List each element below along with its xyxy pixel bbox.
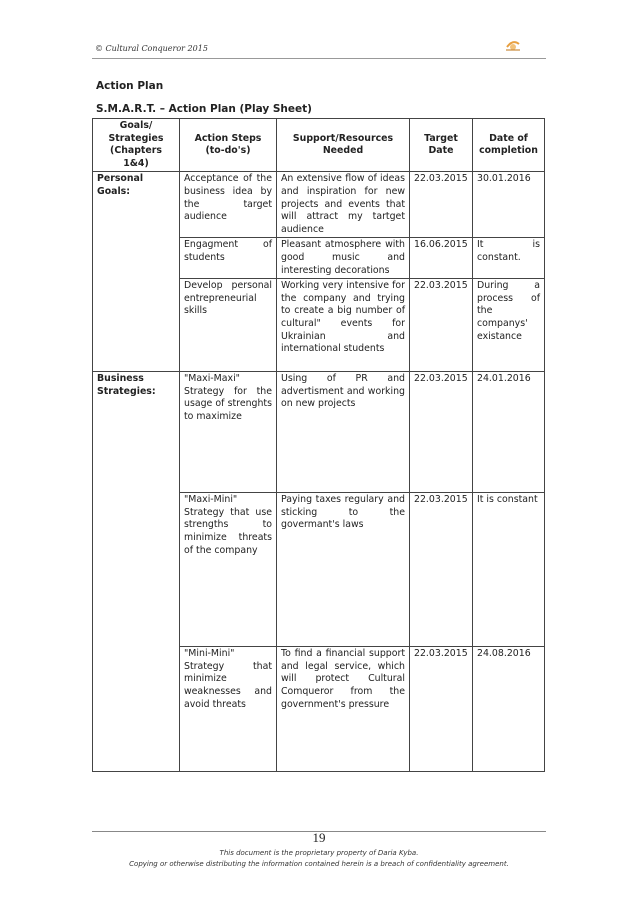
cell-completion: 24.01.2016 [473, 372, 545, 493]
action-plan-table [92, 118, 545, 772]
cell-step: Engagment of students [180, 238, 277, 279]
cell-target: 22.03.2015 [410, 493, 473, 647]
cell-support: Working very intensive for the company and trying to create a big number of cultural" events for Ukrainian and international students [277, 279, 410, 372]
cell-completion: 24.08.2016 [473, 647, 545, 772]
section-label-business: Business Strategies: [93, 372, 180, 772]
table-title: S.M.A.R.T. – Action Plan (Play Sheet) [96, 103, 312, 115]
cell-step: Acceptance of the business idea by the target audience [180, 172, 277, 238]
company-logo-icon [504, 38, 522, 52]
cell-support: An extensive flow of ideas and inspiration for new projects and events that will attract my tartget audience [277, 172, 410, 238]
table-row [93, 372, 545, 493]
cell-support: Paying taxes regulary and sticking to the govermant's laws [277, 493, 410, 647]
cell-support: To find a financial support and legal service, which will protect Cultural Comqueror from the government's pressure [277, 647, 410, 772]
header-copyright: © Cultural Conqueror 2015 [95, 44, 208, 53]
cell-target: 22.03.2015 [410, 372, 473, 493]
cell-step: "Maxi-Mini" Strategy that use strengths to minimize threats of the company [180, 493, 277, 647]
header-divider [92, 58, 546, 59]
cell-target: 22.03.2015 [410, 279, 473, 372]
table-header-row [93, 119, 545, 172]
table-row [93, 172, 545, 238]
footer-notice: Copying or otherwise distributing the information contained herein is a breach of confidentiality agreement. [129, 860, 509, 868]
section-title: Action Plan [96, 80, 164, 92]
cell-step: "Maxi-Maxi" Strategy for the usage of strenghts to maximize [180, 372, 277, 493]
col-header-support: Support/Resources Needed [277, 119, 410, 172]
cell-completion: 30.01.2016 [473, 172, 545, 238]
cell-support: Using of PR and advertisment and working on new projects [277, 372, 410, 493]
cell-completion: During a process of the companys' existance [473, 279, 545, 372]
col-header-goals: Goals/ Strategies (Chapters 1&4) [93, 119, 180, 172]
cell-target: 22.03.2015 [410, 172, 473, 238]
cell-completion: It is constant. [473, 238, 545, 279]
cell-support: Pleasant atmosphere with good music and interesting decorations [277, 238, 410, 279]
cell-completion: It is constant [473, 493, 545, 647]
cell-target: 16.06.2015 [410, 238, 473, 279]
col-header-completion: Date of completion [473, 119, 545, 172]
cell-step: Develop personal entrepreneurial skills [180, 279, 277, 372]
cell-step: "Mini-Mini" Strategy that minimize weaknesses and avoid threats [180, 647, 277, 772]
page-number: 19 [312, 830, 326, 845]
footer-ownership: This document is the proprietary property of Daria Kyba. [219, 849, 419, 857]
cell-target: 22.03.2015 [410, 647, 473, 772]
section-label-personal: Personal Goals: [93, 172, 180, 372]
col-header-steps: Action Steps (to-do's) [180, 119, 277, 172]
col-header-target: Target Date [410, 119, 473, 172]
